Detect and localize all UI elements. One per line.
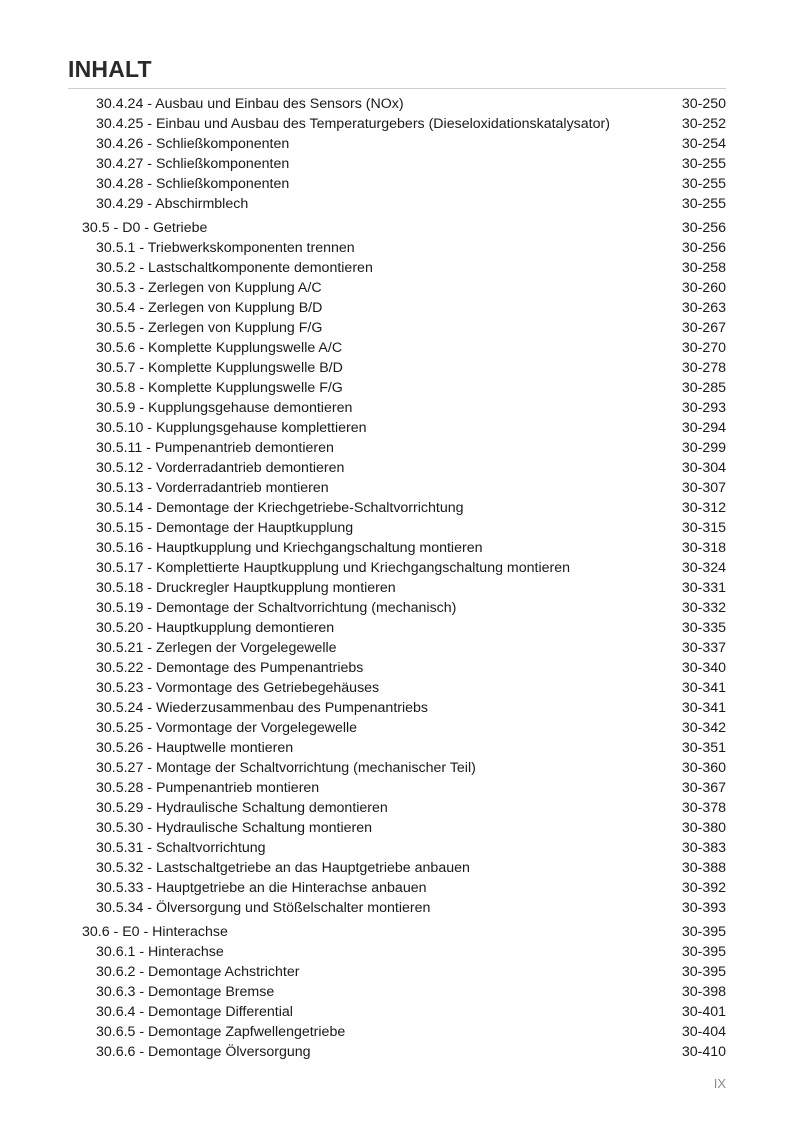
- toc-entry[interactable]: [0, 94, 794, 114]
- title-divider: [68, 88, 726, 89]
- toc-entry-title: 30.5.1 - Triebwerkskomponenten trennen: [96, 240, 355, 256]
- toc-entry-page: 30-260: [681, 280, 726, 296]
- toc-entry[interactable]: [0, 798, 794, 818]
- toc-entry-page: 30-293: [681, 400, 726, 416]
- toc-entry[interactable]: [0, 458, 794, 478]
- toc-entry[interactable]: [0, 194, 794, 214]
- toc-entry[interactable]: [0, 858, 794, 878]
- toc-entry-title: 30.4.24 - Ausbau und Einbau des Sensors (NOx): [96, 96, 404, 112]
- toc-entry-page: 30-256: [681, 240, 726, 256]
- toc-entry[interactable]: [0, 758, 794, 778]
- toc-entry[interactable]: [0, 238, 794, 258]
- toc-entry-title: 30.5.27 - Montage der Schaltvorrichtung (mechanischer Teil): [96, 760, 476, 776]
- toc-entry-title: 30.6 - E0 - Hinterachse: [82, 924, 228, 940]
- toc-entry[interactable]: [0, 838, 794, 858]
- toc-entry-title: 30.5.31 - Schaltvorrichtung: [96, 840, 266, 856]
- toc-entry-title: 30.6.1 - Hinterachse: [96, 944, 224, 960]
- toc-entry[interactable]: [0, 114, 794, 134]
- toc-entry[interactable]: [0, 518, 794, 538]
- toc-entry[interactable]: [0, 898, 794, 918]
- toc-entry-title: 30.6.5 - Demontage Zapfwellengetriebe: [96, 1024, 346, 1040]
- toc-entry[interactable]: [0, 338, 794, 358]
- toc-entry-page: 30-337: [681, 640, 726, 656]
- toc-entry-title: 30.5.7 - Komplette Kupplungswelle B/D: [96, 360, 343, 376]
- toc-entry-title: 30.5.24 - Wiederzusammenbau des Pumpenantriebs: [96, 700, 429, 716]
- toc-entry[interactable]: [0, 154, 794, 174]
- toc-entry[interactable]: [0, 174, 794, 194]
- toc-entry[interactable]: [0, 658, 794, 678]
- toc-entry-title: 30.5.4 - Zerlegen von Kupplung B/D: [96, 300, 323, 316]
- toc-entry-page: 30-388: [681, 860, 726, 876]
- toc-entry-page: 30-250: [681, 96, 726, 112]
- toc-entry[interactable]: [0, 418, 794, 438]
- toc-entry-page: 30-252: [681, 116, 726, 132]
- toc-entry-page: 30-393: [681, 900, 726, 916]
- toc-entry-title: 30.5.32 - Lastschaltgetriebe an das Hauptgetriebe anbauen: [96, 860, 470, 876]
- toc-entry-title: 30.4.29 - Abschirmblech: [96, 196, 249, 212]
- toc-entry-title: 30.5.9 - Kupplungsgehause demontieren: [96, 400, 353, 416]
- toc-entry[interactable]: [0, 558, 794, 578]
- toc-entry[interactable]: [0, 478, 794, 498]
- toc-entry-page: 30-331: [681, 580, 726, 596]
- toc-entry-title: 30.5.23 - Vormontage des Getriebegehäuses: [96, 680, 380, 696]
- toc-entry[interactable]: [0, 962, 794, 982]
- toc-entry[interactable]: [0, 878, 794, 898]
- toc-entry-page: 30-263: [681, 300, 726, 316]
- toc-entry[interactable]: [0, 618, 794, 638]
- toc-entry-title: 30.6.2 - Demontage Achstrichter: [96, 964, 300, 980]
- toc-entry-title: 30.5.3 - Zerlegen von Kupplung A/C: [96, 280, 322, 296]
- toc-entry-title: 30.4.26 - Schließkomponenten: [96, 136, 290, 152]
- toc-entry-title: 30.6.3 - Demontage Bremse: [96, 984, 275, 1000]
- toc-entry-page: 30-367: [681, 780, 726, 796]
- toc-entry-title: 30.5.15 - Demontage der Hauptkupplung: [96, 520, 354, 536]
- toc-entry-title: 30.6.4 - Demontage Differential: [96, 1004, 293, 1020]
- page-number: IX: [713, 1076, 726, 1091]
- toc-entry-page: 30-254: [681, 136, 726, 152]
- toc-entry[interactable]: [0, 578, 794, 598]
- toc-entry-title: 30.5.5 - Zerlegen von Kupplung F/G: [96, 320, 323, 336]
- table-of-contents: [0, 94, 794, 1062]
- toc-entry[interactable]: [0, 1002, 794, 1022]
- toc-entry-page: 30-395: [681, 924, 726, 940]
- toc-entry-title: 30.5.18 - Druckregler Hauptkupplung montieren: [96, 580, 396, 596]
- toc-entry-page: 30-335: [681, 620, 726, 636]
- toc-entry[interactable]: [0, 982, 794, 1002]
- toc-entry-page: 30-395: [681, 944, 726, 960]
- toc-entry[interactable]: [0, 498, 794, 518]
- toc-entry-page: 30-324: [681, 560, 726, 576]
- toc-entry-page: 30-341: [681, 680, 726, 696]
- toc-entry-page: 30-315: [681, 520, 726, 536]
- toc-entry-page: 30-307: [681, 480, 726, 496]
- toc-entry-page: 30-299: [681, 440, 726, 456]
- toc-entry[interactable]: [0, 358, 794, 378]
- toc-entry-title: 30.5.29 - Hydraulische Schaltung demontieren: [96, 800, 388, 816]
- toc-entry-page: 30-255: [681, 156, 726, 172]
- toc-entry-page: 30-342: [681, 720, 726, 736]
- page-title: INHALT: [68, 56, 152, 82]
- toc-entry-title: 30.5.11 - Pumpenantrieb demontieren: [96, 440, 334, 456]
- toc-entry-page: 30-332: [681, 600, 726, 616]
- toc-entry-page: 30-255: [681, 176, 726, 192]
- toc-entry[interactable]: [0, 678, 794, 698]
- toc-entry-page: 30-255: [681, 196, 726, 212]
- toc-entry-title: 30.5 - D0 - Getriebe: [82, 220, 208, 236]
- toc-entry-page: 30-401: [681, 1004, 726, 1020]
- toc-entry-title: 30.5.28 - Pumpenantrieb montieren: [96, 780, 320, 796]
- toc-entry[interactable]: [0, 258, 794, 278]
- toc-section-entry[interactable]: [0, 922, 794, 942]
- toc-entry[interactable]: [0, 638, 794, 658]
- toc-entry[interactable]: [0, 718, 794, 738]
- toc-entry-page: 30-270: [681, 340, 726, 356]
- toc-entry-title: 30.5.12 - Vorderradantrieb demontieren: [96, 460, 345, 476]
- toc-entry-page: 30-312: [681, 500, 726, 516]
- toc-entry[interactable]: [0, 398, 794, 418]
- toc-entry-title: 30.5.2 - Lastschaltkomponente demontieren: [96, 260, 373, 276]
- toc-entry-title: 30.5.26 - Hauptwelle montieren: [96, 740, 294, 756]
- toc-entry[interactable]: [0, 378, 794, 398]
- toc-entry-page: 30-398: [681, 984, 726, 1000]
- toc-entry-page: 30-258: [681, 260, 726, 276]
- toc-entry-title: 30.5.21 - Zerlegen der Vorgelegewelle: [96, 640, 337, 656]
- toc-entry-page: 30-378: [681, 800, 726, 816]
- toc-entry-title: 30.5.8 - Komplette Kupplungswelle F/G: [96, 380, 343, 396]
- toc-entry-page: 30-380: [681, 820, 726, 836]
- toc-entry[interactable]: [0, 298, 794, 318]
- toc-entry-page: 30-383: [681, 840, 726, 856]
- toc-entry-page: 30-340: [681, 660, 726, 676]
- toc-entry-title: 30.4.25 - Einbau und Ausbau des Temperaturgebers (Dieseloxidationskatalysator): [96, 116, 610, 132]
- toc-entry-title: 30.5.22 - Demontage des Pumpenantriebs: [96, 660, 364, 676]
- toc-entry[interactable]: [0, 738, 794, 758]
- toc-entry-title: 30.5.16 - Hauptkupplung und Kriechgangschaltung montieren: [96, 540, 483, 556]
- toc-entry-page: 30-278: [681, 360, 726, 376]
- toc-entry-page: 30-404: [681, 1024, 726, 1040]
- toc-entry-page: 30-304: [681, 460, 726, 476]
- toc-entry[interactable]: [0, 278, 794, 298]
- toc-entry-title: 30.5.34 - Ölversorgung und Stößelschalter montieren: [96, 900, 431, 916]
- toc-entry-page: 30-256: [681, 220, 726, 236]
- toc-entry-title: 30.5.33 - Hauptgetriebe an die Hinterachse anbauen: [96, 880, 427, 896]
- toc-entry[interactable]: [0, 778, 794, 798]
- toc-entry[interactable]: [0, 438, 794, 458]
- toc-entry-title: 30.4.28 - Schließkomponenten: [96, 176, 290, 192]
- toc-entry-title: 30.5.30 - Hydraulische Schaltung montieren: [96, 820, 373, 836]
- toc-section-entry[interactable]: [0, 218, 794, 238]
- toc-entry[interactable]: [0, 818, 794, 838]
- toc-entry-title: 30.5.6 - Komplette Kupplungswelle A/C: [96, 340, 343, 356]
- toc-entry[interactable]: [0, 1022, 794, 1042]
- toc-entry[interactable]: [0, 134, 794, 154]
- toc-entry[interactable]: [0, 598, 794, 618]
- toc-entry-page: 30-267: [681, 320, 726, 336]
- toc-entry-page: 30-318: [681, 540, 726, 556]
- toc-entry-title: 30.5.17 - Komplettierte Hauptkupplung und Kriechgangschaltung montieren: [96, 560, 571, 576]
- toc-entry-page: 30-360: [681, 760, 726, 776]
- toc-entry-page: 30-285: [681, 380, 726, 396]
- toc-entry[interactable]: [0, 1042, 794, 1062]
- toc-entry-title: 30.5.25 - Vormontage der Vorgelegewelle: [96, 720, 358, 736]
- toc-entry-page: 30-294: [681, 420, 726, 436]
- toc-entry[interactable]: [0, 538, 794, 558]
- toc-entry[interactable]: [0, 318, 794, 338]
- toc-entry-page: 30-351: [681, 740, 726, 756]
- toc-entry-title: 30.5.13 - Vorderradantrieb montieren: [96, 480, 329, 496]
- toc-entry-title: 30.5.20 - Hauptkupplung demontieren: [96, 620, 335, 636]
- toc-entry-page: 30-392: [681, 880, 726, 896]
- toc-entry-title: 30.5.19 - Demontage der Schaltvorrichtung (mechanisch): [96, 600, 457, 616]
- toc-entry-title: 30.5.14 - Demontage der Kriechgetriebe-Schaltvorrichtung: [96, 500, 464, 516]
- toc-entry-page: 30-410: [681, 1044, 726, 1060]
- toc-entry-page: 30-395: [681, 964, 726, 980]
- toc-entry[interactable]: [0, 942, 794, 962]
- toc-entry[interactable]: [0, 698, 794, 718]
- toc-entry-title: 30.4.27 - Schließkomponenten: [96, 156, 290, 172]
- toc-entry-page: 30-341: [681, 700, 726, 716]
- toc-entry-title: 30.6.6 - Demontage Ölversorgung: [96, 1044, 311, 1060]
- toc-entry-title: 30.5.10 - Kupplungsgehause komplettieren: [96, 420, 367, 436]
